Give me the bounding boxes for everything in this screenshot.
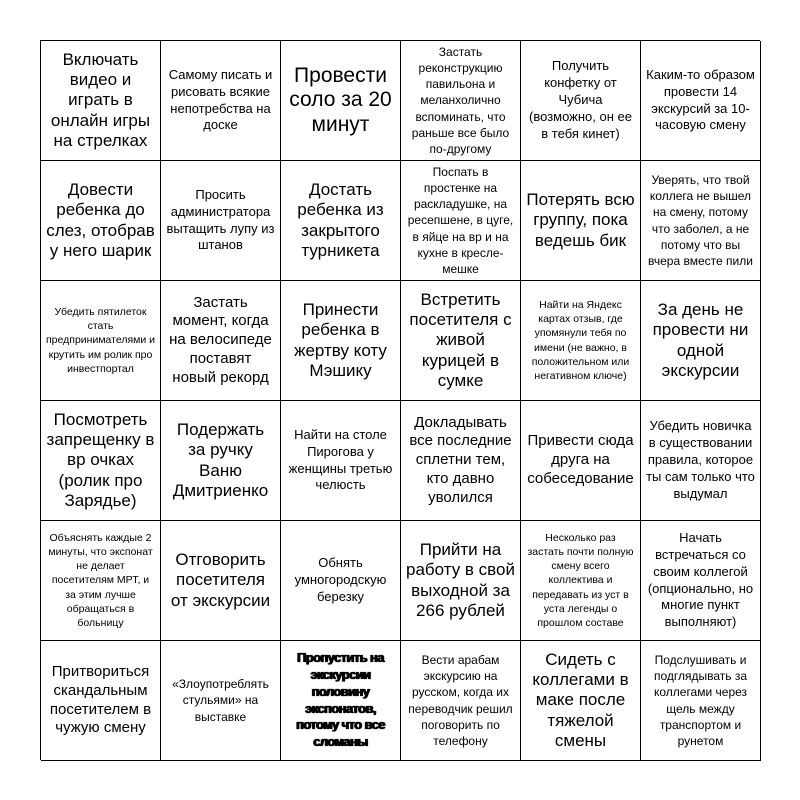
cell-text: Прийти на работу в свой выходной за 266 рублей [406, 539, 515, 620]
bingo-cell[interactable] [41, 41, 161, 161]
bingo-cell[interactable] [401, 161, 521, 281]
bingo-cell[interactable] [641, 401, 761, 521]
bingo-cell[interactable] [401, 521, 521, 641]
bingo-cell-center[interactable] [281, 641, 401, 761]
cell-text: Убедить пятилеток стать предпринимателями и крутить им ролик про инвестпортал [46, 306, 156, 375]
bingo-cell[interactable] [521, 641, 641, 761]
cell-text: Докладывать все последние сплетни тем, кто давно уволился [409, 413, 512, 506]
bingo-cell[interactable] [161, 41, 281, 161]
bingo-cell[interactable] [401, 281, 521, 401]
cell-text: Вести арабам экскурсию на русском, когда их переводчик решил поговорить по телефону [408, 652, 513, 748]
bingo-cell[interactable] [41, 521, 161, 641]
bingo-cell[interactable] [641, 521, 761, 641]
cell-text: Самому писать и рисовать всякие непотребства на доске [168, 66, 273, 133]
cell-text: Обнять умногородскую березку [294, 555, 387, 604]
cell-text: Поспать в простенке на раскладушке, на ресепшене, в цуге, в яйце на вр и на кухне в кресле-мешке [407, 164, 514, 276]
cell-text: Посмотреть запрещенку в вр очках (ролик про Зарядье) [46, 409, 155, 511]
cell-text: Объяснять каждые 2 минуты, что экспонат не делает посетителям МРТ, и за этим лучше обращаться в больницу [48, 531, 153, 629]
cell-text: Каким-то образом провести 14 экскурсий за 10-часовую смену [646, 66, 755, 133]
bingo-cell[interactable] [281, 401, 401, 521]
cell-text: Просить администратора вытащить лупу из штанов [166, 186, 275, 253]
bingo-cell[interactable] [41, 161, 161, 281]
cell-text: Провести соло за 20 минут [289, 64, 392, 136]
cell-text: Привести сюда друга на собеседование [527, 432, 634, 487]
bingo-cell[interactable] [401, 641, 521, 761]
bingo-cell[interactable] [161, 161, 281, 281]
cell-text: Начать встречаться со своим коллегой (опционально, но многие пункт выполняют) [647, 529, 754, 630]
cell-text: За день не провести ни одной экскурсии [652, 299, 749, 380]
bingo-cell[interactable] [281, 521, 401, 641]
bingo-cell[interactable] [41, 401, 161, 521]
bingo-cell[interactable] [281, 161, 401, 281]
cell-text: Застать реконструкцию павильона и меланхолично вспоминать, что раньше все было по-другому [411, 44, 510, 156]
bingo-cell[interactable] [641, 161, 761, 281]
cell-text: Подслушивать и подглядывать за коллегами через щель между транспортом и рунетом [653, 652, 748, 748]
bingo-cell[interactable] [521, 401, 641, 521]
cell-text: «Злоупотреблять стульями» на выставке [172, 677, 269, 724]
bingo-cell[interactable] [521, 281, 641, 401]
cell-text: Получить конфетку от Чубича (возможно, он ее в тебя кинет) [529, 58, 632, 141]
bingo-cell[interactable] [641, 641, 761, 761]
cell-text: Сидеть с коллегами в маке после тяжелой смены [532, 649, 629, 751]
bingo-cell[interactable] [161, 641, 281, 761]
bingo-cell[interactable] [41, 281, 161, 401]
bingo-cell[interactable] [521, 521, 641, 641]
cell-text: Уверять, что твой коллега не вышел на смену, потому что заболел, а не потому что вы вчера вместе пили [648, 172, 753, 268]
bingo-cell[interactable] [641, 281, 761, 401]
cell-text: Подержать за ручку Ваню Дмитриенко [172, 419, 269, 500]
cell-text: Найти на Яндекс картах отзыв, где упомянули тебя по имени (не важно, в положительном или негативном ключе) [531, 298, 630, 382]
bingo-cell[interactable] [401, 401, 521, 521]
cell-text: Отговорить посетителя от экскурсии [170, 549, 271, 610]
cell-text: Притвориться скандальным посетителем в чужую смену [49, 663, 152, 737]
bingo-cell[interactable] [161, 401, 281, 521]
cell-text: Включать видео и играть в онлайн игры на стрелках [50, 49, 151, 151]
cell-text: Довести ребенка до слез, отобрав у него шарик [46, 179, 155, 260]
cell-text: Принести ребенка в жертву коту Мэшику [294, 299, 387, 380]
bingo-cell[interactable] [281, 41, 401, 161]
bingo-cell[interactable] [521, 161, 641, 281]
cell-text: Застать момент, когда на велосипеде поставят новый рекорд [169, 293, 272, 386]
cell-text: Пропустить на экскурсии половину экспонатов, потому что все сломаны [296, 649, 385, 750]
cell-text: Убедить новичка в существовании правила, которое ты сам только что выдумал [646, 418, 755, 501]
cell-text: Достать ребенка из закрытого турникета [297, 179, 384, 260]
cell-text: Потерять всю группу, пока ведешь бик [526, 189, 635, 250]
bingo-cell[interactable] [161, 281, 281, 401]
bingo-cell[interactable] [641, 41, 761, 161]
bingo-cell[interactable] [521, 41, 641, 161]
bingo-board [40, 40, 760, 760]
bingo-cell[interactable] [281, 281, 401, 401]
bingo-cell[interactable] [401, 41, 521, 161]
bingo-cell[interactable] [161, 521, 281, 641]
bingo-cell[interactable] [41, 641, 161, 761]
cell-text: Встретить посетителя с живой курицей в сумке [409, 289, 512, 391]
cell-text: Найти на столе Пирогова у женщины третью челюсть [288, 426, 393, 493]
cell-text: Несколько раз застать почти полную смену всего коллектива и передавать из уст в уста легенды о прошлом составе [527, 531, 634, 629]
